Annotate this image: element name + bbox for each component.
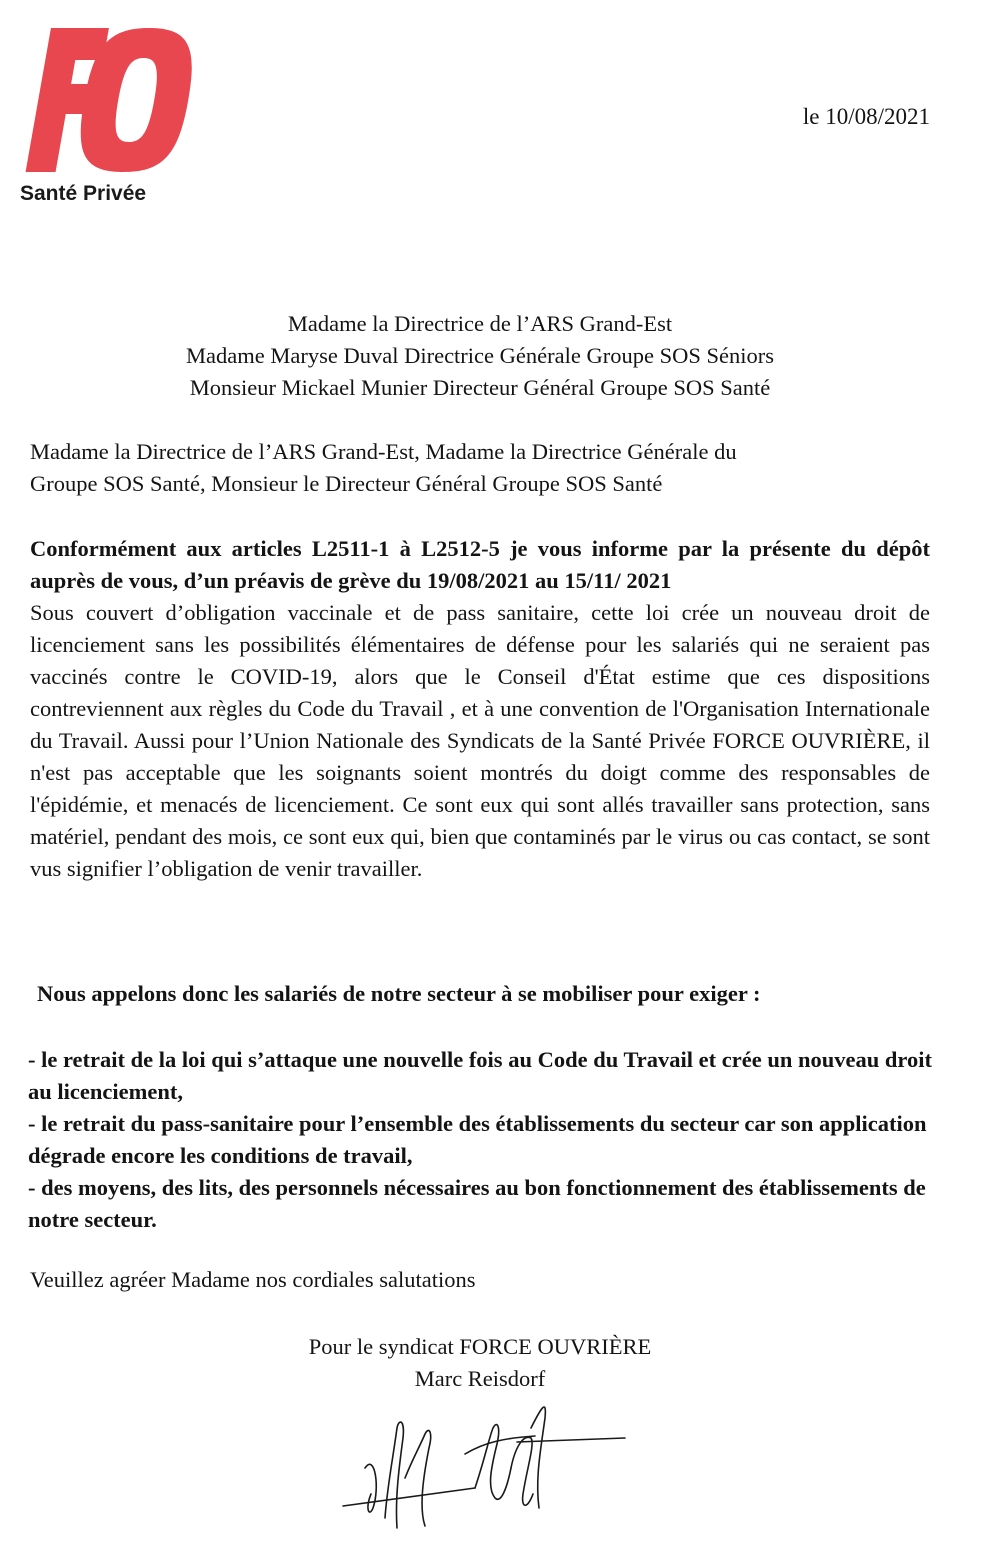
body-paragraph: Sous couvert d’obligation vaccinale et de pass sanitaire, cette loi crée un nouveau droit de licenciement sans les possibilités élémentaires de défense pour les salariés qui ne seraient pas vaccinés contre le COVID-19, alors que le Conseil d'État estime que ces dispositions contreviennent aux règles du Code du Travail , et à une convention de l'Organisation Internationale du Travail. Aussi pour l’Union Nationale des Syndicats de la Santé Privée FORCE OUVRIÈRE, il n'est pas acceptable que les soignants soient montrés du doigt comme des responsables de l'épidémie, et menacés de licenciement. Ce sont eux qui sont allés travailler sans protection, sans matériel, pendant des mois, ce sont eux qui, bien que contaminés par le virus ou cas contact, se sont vus signifier l’obligation de venir travailler. [30, 600, 930, 881]
demands-list [28, 1044, 938, 1236]
signature-drawing [335, 1398, 635, 1538]
demand-item: - des moyens, des lits, des personnels nécessaires au bon fonctionnement des établissements de notre secteur. [28, 1175, 926, 1232]
salutation-line: Groupe SOS Santé, Monsieur le Directeur Général Groupe SOS Santé [30, 471, 663, 496]
closing-formula: Veuillez agréer Madame nos cordiales salutations [30, 1267, 476, 1292]
recipient-line: Madame la Directrice de l’ARS Grand-Est [287, 311, 673, 336]
salutation [30, 436, 950, 500]
demand-item: - le retrait du pass-sanitaire pour l’ensemble des établissements du secteur car son application dégrade encore les conditions de travail, [28, 1111, 927, 1168]
signatory-name: Marc Reisdorf [414, 1366, 546, 1391]
call-to-action: Nous appelons donc les salariés de notre secteur à se mobiliser pour exiger : [37, 981, 761, 1006]
recipient-block [0, 308, 960, 404]
salutation-line: Madame la Directrice de l’ARS Grand-Est, Madame la Directrice Générale du [30, 439, 737, 464]
fo-logo-mark [12, 22, 192, 182]
recipient-line: Madame Maryse Duval Directrice Générale Groupe SOS Séniors [186, 343, 774, 368]
handwritten-signature [335, 1398, 635, 1538]
signatory-organization: Pour le syndicat FORCE OUVRIÈRE [308, 1334, 652, 1359]
signatory-block [260, 1331, 700, 1395]
strike-notice: Conformément aux articles L2511-1 à L2512-5 je vous informe par la présente du dépôt auprès de vous, d’un préavis de grève du 19/08/2021 au 15/11/ 2021 [30, 536, 930, 593]
recipient-line: Monsieur Mickael Munier Directeur Général Groupe SOS Santé [189, 375, 771, 400]
letter-body [30, 533, 930, 885]
logo-subtitle: Santé Privée [20, 182, 147, 205]
demand-item: - le retrait de la loi qui s’attaque une nouvelle fois au Code du Travail et crée un nouveau droit au licenciement, [28, 1047, 932, 1104]
letter-date: le 10/08/2021 [802, 104, 930, 129]
